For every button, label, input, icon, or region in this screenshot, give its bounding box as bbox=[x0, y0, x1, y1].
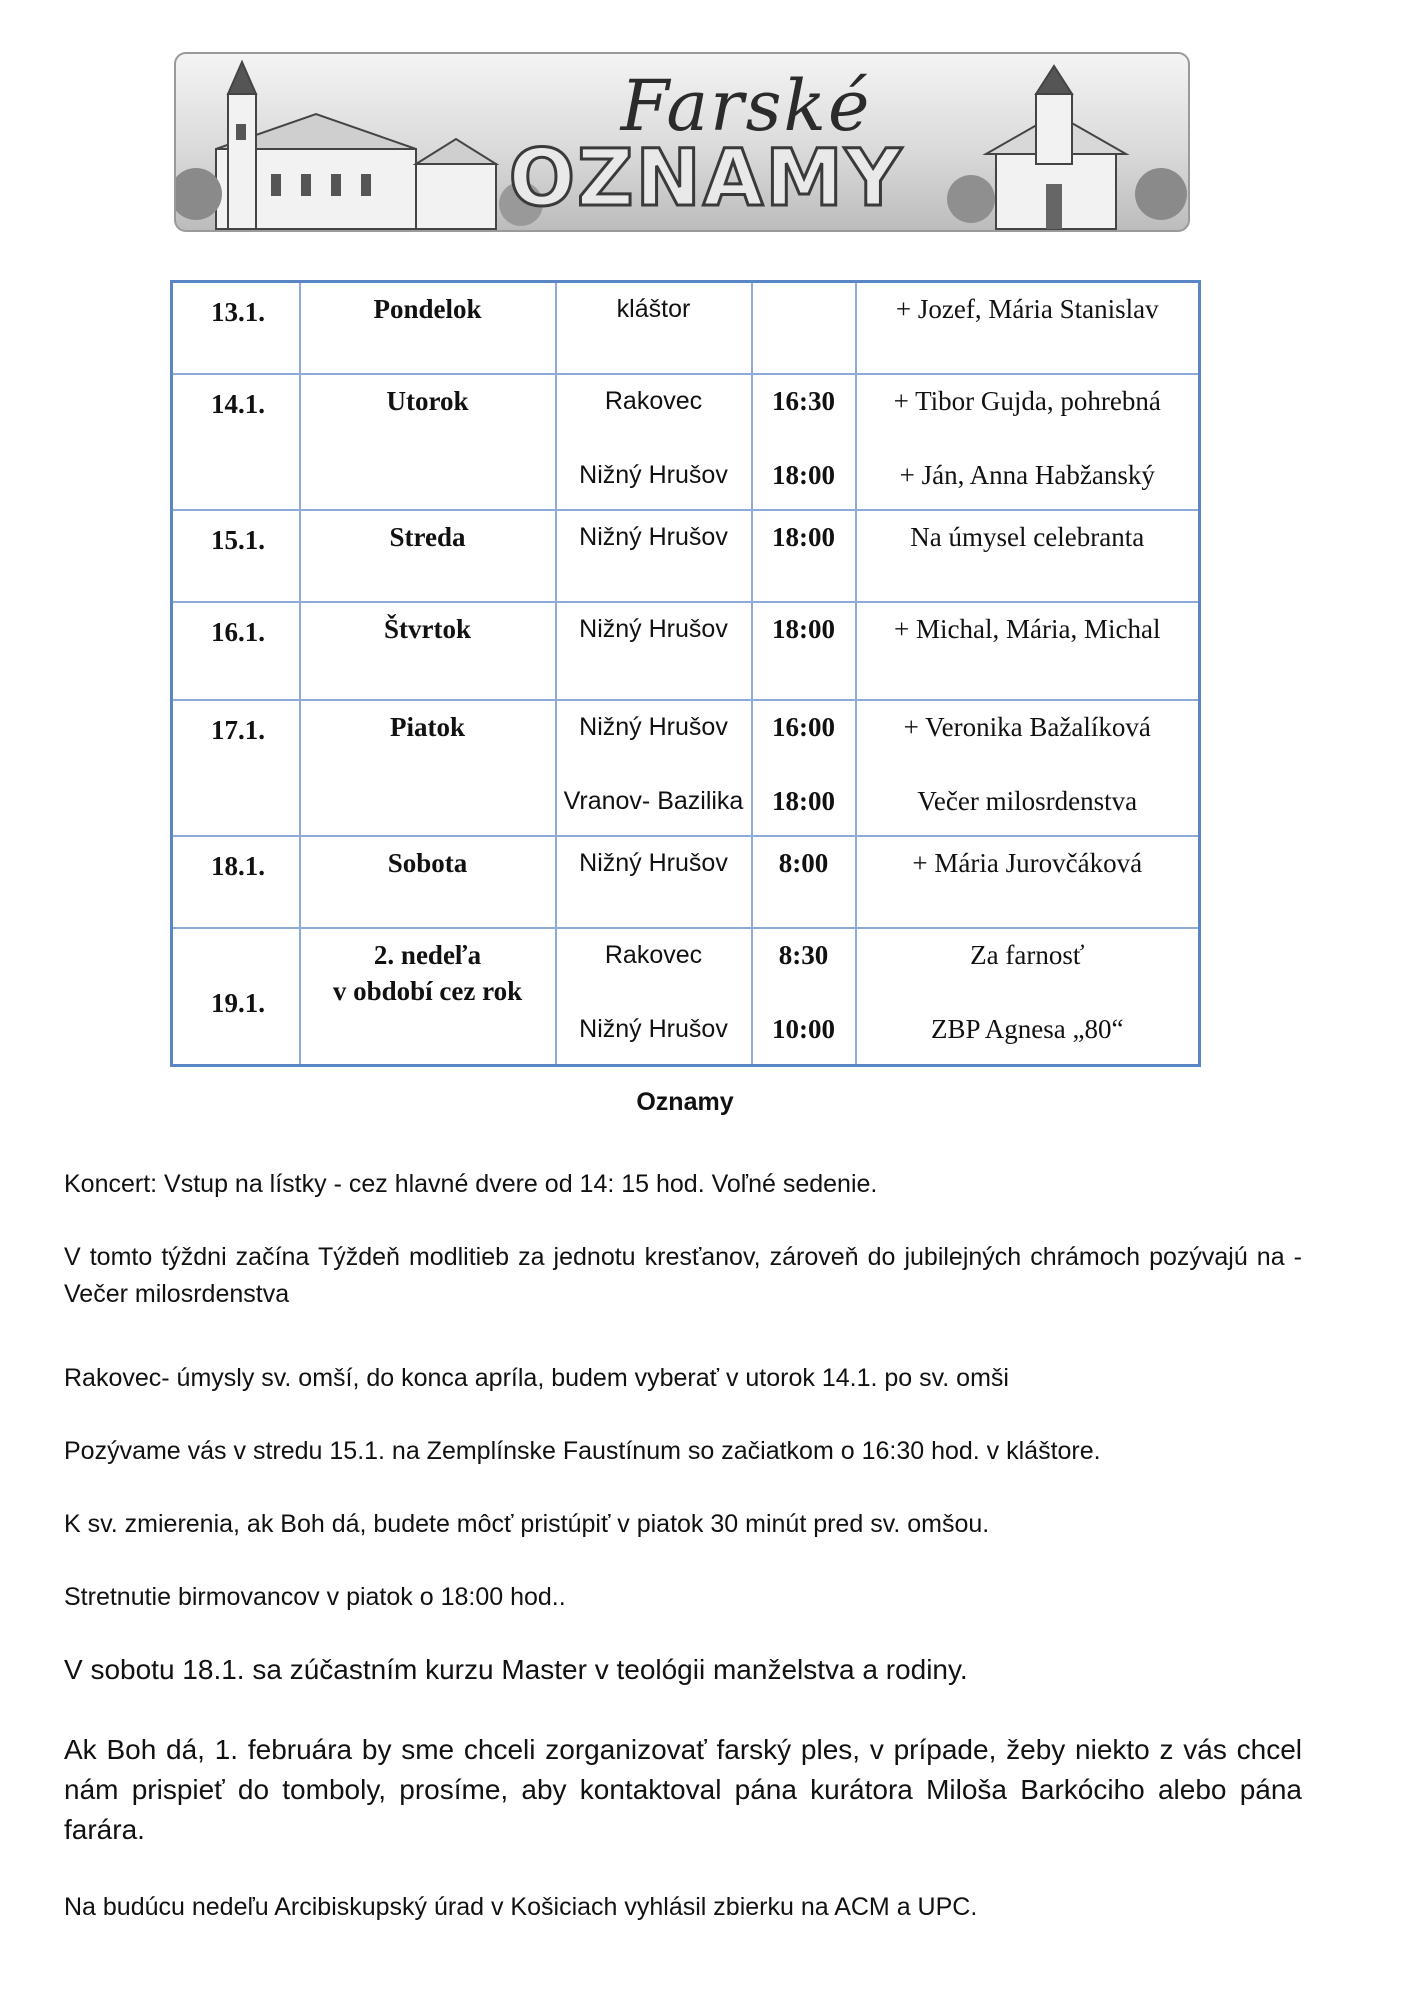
place-cell: Nižný Hrušov bbox=[556, 836, 752, 928]
announcement-paragraph: Na budúcu nedeľu Arcibiskupský úrad v Košiciach vyhlásil zbierku na ACM a UPC. bbox=[64, 1893, 978, 1921]
time-cell: 8:30 10:00 bbox=[752, 928, 856, 1066]
announcement-paragraph: Ak Boh dá, 1. februára by sme chceli zorganizovať farský ples, v prípade, žeby niekto z vás chcel nám prispieť do tomboly, prosíme, aby kontaktoval pána kurátora Miloša Barkóciho alebo pána farára. bbox=[64, 1734, 1302, 1845]
announcement-paragraph: Rakovec- úmysly sv. omší, do konca apríla, budem vyberať v utorok 14.1. po sv. omši bbox=[64, 1364, 1009, 1392]
date-cell: 15.1. bbox=[172, 510, 300, 602]
place-cell: Rakovec Nižný Hrušov bbox=[556, 928, 752, 1066]
announcement-paragraph: K sv. zmierenia, ak Boh dá, budete môcť pristúpiť v piatok 30 minút pred sv. omšou. bbox=[64, 1510, 990, 1538]
day-cell: Piatok bbox=[300, 700, 556, 836]
table-row bbox=[172, 374, 1200, 510]
day-cell: 2. nedeľa v období cez rok bbox=[300, 928, 556, 1066]
table-row bbox=[172, 510, 1200, 602]
announcement-paragraph: V tomto týždni začína Týždeň modlitieb za jednotu kresťanov, zároveň do jubilejných chrámoch pozývajú na - Večer milosrdenstva bbox=[64, 1243, 1302, 1308]
banner-script-text: Farské bbox=[620, 65, 872, 147]
announcements-heading: Oznamy bbox=[636, 1088, 734, 1116]
date-cell: 19.1. bbox=[172, 928, 300, 1066]
intention-cell: Na úmysel celebranta bbox=[856, 510, 1200, 602]
intention-cell: Za farnosť ZBP Agnesa „80“ bbox=[856, 928, 1200, 1066]
table-row bbox=[172, 928, 1200, 1066]
place-cell: Nižný Hrušov bbox=[556, 510, 752, 602]
time-cell: 16:30 18:00 bbox=[752, 374, 856, 510]
place-cell: Nižný Hrušov Vranov- Bazilika bbox=[556, 700, 752, 836]
table-row bbox=[172, 282, 1200, 374]
time-cell: 18:00 bbox=[752, 602, 856, 700]
date-cell: 17.1. bbox=[172, 700, 300, 836]
place-cell: Nižný Hrušov bbox=[556, 602, 752, 700]
day-cell: Sobota bbox=[300, 836, 556, 928]
table-row bbox=[172, 602, 1200, 700]
announcement-paragraph: Koncert: Vstup na lístky - cez hlavné dvere od 14: 15 hod. Voľné sedenie. bbox=[64, 1170, 878, 1198]
place-cell: Rakovec Nižný Hrušov bbox=[556, 374, 752, 510]
header-banner bbox=[174, 52, 1190, 232]
table-row bbox=[172, 700, 1200, 836]
intention-cell: + Tibor Gujda, pohrebná + Ján, Anna Habžanský bbox=[856, 374, 1200, 510]
day-cell: Štvrtok bbox=[300, 602, 556, 700]
time-cell: 16:00 18:00 bbox=[752, 700, 856, 836]
announcement-paragraph: V sobotu 18.1. sa zúčastním kurzu Master v teológii manželstva a rodiny. bbox=[64, 1654, 968, 1685]
date-cell: 16.1. bbox=[172, 602, 300, 700]
day-cell: Streda bbox=[300, 510, 556, 602]
banner-main-text: OZNAMY bbox=[508, 134, 904, 224]
time-cell bbox=[752, 282, 856, 374]
date-cell: 18.1. bbox=[172, 836, 300, 928]
mass-schedule-table bbox=[170, 280, 1201, 1067]
intention-cell: + Jozef, Mária Stanislav bbox=[856, 282, 1200, 374]
intention-cell: + Veronika Bažalíková Večer milosrdenstva bbox=[856, 700, 1200, 836]
announcement-paragraph: Stretnutie birmovancov v piatok o 18:00 hod.. bbox=[64, 1583, 566, 1611]
day-cell: Utorok bbox=[300, 374, 556, 510]
date-cell: 13.1. bbox=[172, 282, 300, 374]
intention-cell: + Mária Jurovčáková bbox=[856, 836, 1200, 928]
table-row bbox=[172, 836, 1200, 928]
time-cell: 8:00 bbox=[752, 836, 856, 928]
date-cell: 14.1. bbox=[172, 374, 300, 510]
announcement-paragraph: Pozývame vás v stredu 15.1. na Zemplínske Faustínum so začiatkom o 16:30 hod. v kláštore. bbox=[64, 1437, 1101, 1465]
time-cell: 18:00 bbox=[752, 510, 856, 602]
place-cell: kláštor bbox=[556, 282, 752, 374]
intention-cell: + Michal, Mária, Michal bbox=[856, 602, 1200, 700]
day-cell: Pondelok bbox=[300, 282, 556, 374]
